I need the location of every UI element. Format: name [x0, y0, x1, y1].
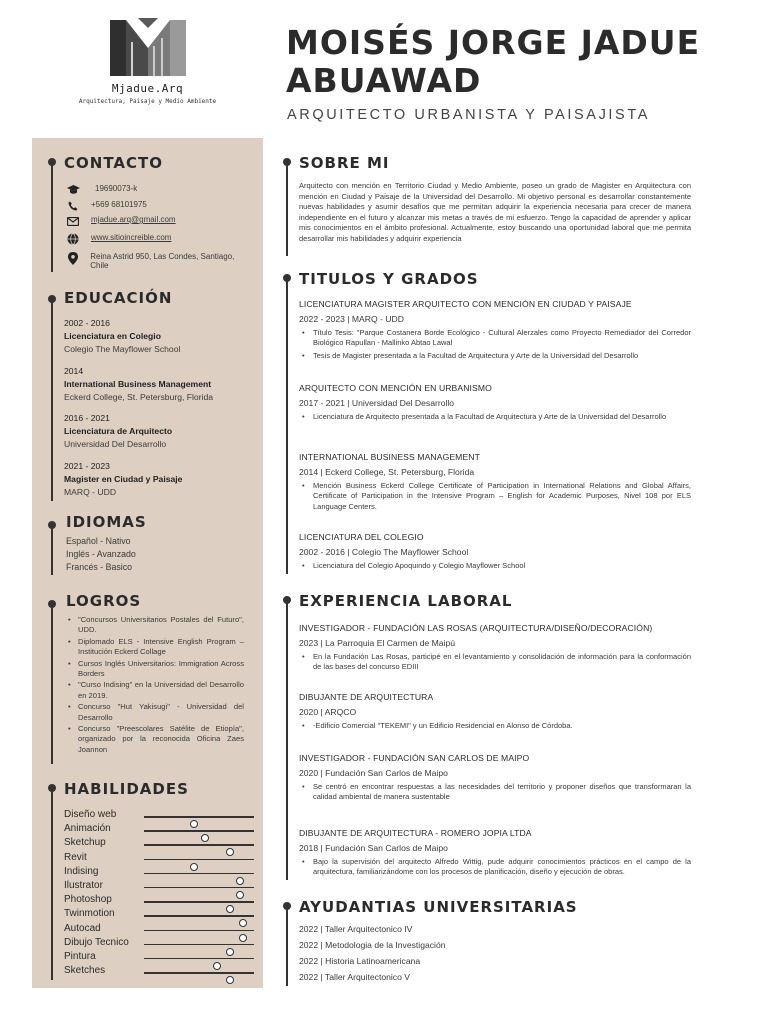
- degree-title: LICENCIATURA MAGISTER ARQUITECTO CON MENCIÓN EN CIUDAD Y PAISAJE: [299, 299, 632, 309]
- skill-label: Autocad: [64, 922, 101, 934]
- skill-slider-track: [144, 901, 254, 903]
- education-years: 2021 - 2023: [64, 461, 110, 471]
- brand-logo: [60, 18, 235, 105]
- education-place: Eckerd College, St. Petersburg, Florida: [64, 392, 214, 402]
- job-title: DIBUJANTE DE ARQUITECTURA - ROMERO JOPIA LTDA: [299, 828, 532, 838]
- skill-slider-track: [144, 930, 254, 932]
- skill-label: Pintura: [64, 950, 96, 962]
- education-heading: EDUCACIÓN: [64, 289, 173, 307]
- skill-label: Twinmotion: [64, 908, 115, 920]
- job-date: 2018 | Fundación San Carlos de Maipo: [299, 843, 448, 853]
- sidebar: [32, 138, 263, 988]
- timeline-line: [286, 164, 288, 256]
- assistantship-item: 2022 | Metodologia de la Investigación: [299, 940, 446, 950]
- skill-row: [64, 865, 254, 879]
- contact-email-link[interactable]: mjadue.arq@gmail.com: [91, 215, 176, 224]
- degree-date: 2014 | Eckerd College, St. Petersburg, Florida: [299, 467, 475, 477]
- assistantships-heading: AYUDANTIAS UNIVERSITARIAS: [299, 898, 578, 916]
- degree-title: LICENCIATURA DEL COLEGIO: [299, 532, 424, 542]
- job-title: INVESTIGADOR - FUNDACIÓN SAN CARLOS DE MAIPO: [299, 753, 530, 763]
- language-item: Francés - Basico: [66, 562, 132, 572]
- education-item: [64, 365, 254, 404]
- skill-label: Indising: [64, 865, 99, 877]
- degree-bullet: • Licenciatura del Colegio Apoquindo y Colegio Mayflower School: [299, 561, 691, 571]
- skill-label: Diseño web: [64, 809, 117, 820]
- skill-slider-track: [144, 859, 254, 861]
- degree-title: INTERNATIONAL BUSINESS MANAGEMENT: [299, 452, 480, 462]
- email-icon: [66, 215, 80, 227]
- degree-entry: [299, 532, 691, 573]
- about-text: Arquitecto con mención en Territorio Ciudad y Medio Ambiente, poseo un grado de Magister en Arquitectura con mención en Ciudad y Paisaje de la Universidad del Desarrollo. Mi objetivo personal es desarrollar constantemente nuevas habilidades y asumir desafíos que me permitan adquirir la experiencia necesaria para crecer de manera independiente en el futuro y alcanzar mis metas a través de mi esfuerzo. Tengo la capacidad de aprender y aplicar mis conocimientos en el ámbito profesional. Actualmente, estoy buscando una oportunidad laboral que me permita desarrollar mis habilidades y adquirir experiencia: [299, 181, 691, 243]
- degree-bullet: • Título Tesis: "Parque Costanera Borde Ecológico - Cultural Alerzales como Proyecto Remediador del Corredor Biológico Rapullan - Mallinko Abtao Lawal: [299, 328, 691, 349]
- skill-label: Ilustrator: [64, 879, 103, 891]
- person-name: MOISÉS JORGE JADUE ABUAWAD: [286, 23, 701, 100]
- education-years: 2016 - 2021: [64, 413, 110, 423]
- contact-website: [66, 233, 171, 245]
- skill-row: [64, 964, 254, 978]
- skill-row: [64, 851, 254, 865]
- skills-list: [64, 808, 254, 978]
- timeline-line: [51, 301, 53, 501]
- logo-name: Mjadue.Arq: [111, 82, 184, 95]
- achievement-item: • Cursos Inglés Universitarios: Immigration Across Borders: [66, 659, 244, 680]
- contact-phone-text[interactable]: +569 68101975: [91, 200, 147, 209]
- education-title: Licenciatura de Arquitecto: [64, 426, 173, 436]
- contact-email: [66, 215, 176, 227]
- job-bullet: • -Edificio Comercial "TEKEMI" y un Edificio Residencial en Alonso de Córdoba.: [299, 721, 691, 731]
- job-title: DIBUJANTE DE ARQUITECTURA: [299, 692, 434, 702]
- skill-row: [64, 950, 254, 964]
- degree-date: 2017 - 2021 | Universidad Del Desarrollo: [299, 398, 455, 408]
- skill-label: Animación: [64, 823, 111, 835]
- globe-icon: [66, 233, 80, 245]
- contact-id: [66, 184, 137, 196]
- contact-phone: [66, 200, 147, 212]
- phone-icon: [66, 200, 80, 212]
- degree-bullet: • Licenciatura de Arquitecto presentada a la Facultad de Arquitectura y Arte de la Universidad del Desarrollo: [299, 412, 691, 422]
- education-item: [64, 460, 254, 499]
- education-title: Licenciatura en Colegio: [64, 331, 161, 341]
- job-date: 2020 | ARQCO: [299, 707, 357, 717]
- job-entry: [299, 753, 691, 805]
- education-place: MARQ - UDD: [64, 487, 117, 497]
- achievement-item: • Concurso "Hut Yakisugi" - Universidad del Desarrollo: [66, 702, 244, 723]
- contact-address: [66, 252, 246, 270]
- job-entry: [299, 828, 691, 880]
- education-item: [64, 412, 254, 451]
- timeline-line: [286, 602, 288, 880]
- about-heading: SOBRE MI: [299, 154, 390, 172]
- skill-row: [64, 922, 254, 936]
- skill-label: Photoshop: [64, 894, 112, 906]
- contact-website-link[interactable]: www.sitioincreible.com: [91, 233, 172, 242]
- skill-row: [64, 808, 254, 822]
- job-date: 2023 | La Parroquia El Carmen de Maipú: [299, 638, 456, 648]
- skill-slider-track: [144, 816, 254, 818]
- graduation-cap-icon: [66, 184, 80, 196]
- languages-heading: IDIOMAS: [66, 513, 147, 531]
- timeline-line: [51, 606, 53, 764]
- degree-bullet: • Tesis de Magister presentada a la Facultad de Arquitectura y Arte de la Universidad del Desarrollo: [299, 351, 691, 361]
- education-place: Colegio The Mayflower School: [64, 344, 181, 354]
- skill-slider-track: [144, 944, 254, 946]
- achievement-item: • Concurso "Preescolares Satélite de Etiopía", organizado por la reconocida Oficina Zaes Joannon: [66, 724, 244, 755]
- job-title: INVESTIGADOR - FUNDACIÓN LAS ROSAS (ARQUITECTURA/DISEÑO/DECORACIÓN): [299, 623, 653, 633]
- timeline-line: [51, 790, 53, 980]
- timeline-line: [286, 280, 288, 574]
- timeline-line: [51, 527, 53, 575]
- degree-title: ARQUITECTO CON MENCIÓN EN URBANISMO: [299, 383, 492, 393]
- contact-id-text: 19690073-k: [95, 184, 138, 193]
- language-item: Español - Nativo: [66, 536, 131, 546]
- skill-row: [64, 879, 254, 893]
- job-entry: [299, 623, 691, 675]
- skill-row: [64, 893, 254, 907]
- education-place: Universidad Del Desarrollo: [64, 439, 167, 449]
- skill-slider-track: [144, 972, 254, 974]
- achievements-list: [66, 615, 244, 756]
- skill-slider-track: [144, 830, 254, 832]
- job-date: 2020 | Fundación San Carlos de Maipo: [299, 768, 448, 778]
- skill-label: Sketchup: [64, 837, 106, 849]
- language-item: Inglés - Avanzado: [66, 549, 136, 559]
- person-role: ARQUITECTO URBANISTA Y PAISAJISTA: [287, 107, 650, 123]
- skill-row: [64, 822, 254, 836]
- degree-date: 2002 - 2016 | Colegio The Mayflower School: [299, 547, 469, 557]
- logo-mark-icon: [110, 18, 186, 78]
- contact-address-text: Reina Astrid 950, Las Condes, Santiago, Chile: [90, 252, 235, 270]
- assistantship-item: 2022 | Historia Latinoamericana: [299, 956, 421, 966]
- skill-slider-track: [144, 958, 254, 960]
- skill-row: [64, 836, 254, 850]
- assistantship-item: 2022 | Taller Arquitectonico IV: [299, 924, 413, 934]
- skill-level-knob: [226, 976, 234, 984]
- skill-slider-track: [144, 915, 254, 917]
- degree-entry: [299, 452, 691, 514]
- education-years: 2014: [64, 366, 84, 376]
- degree-entry: [299, 299, 691, 363]
- contact-heading: CONTACTO: [64, 154, 163, 172]
- skill-slider-track: [144, 873, 254, 875]
- job-bullet: • Se centró en encontrar respuestas a las necesidades del territorio y proponer diseños que transformaran la calidad ambiental de manera sustentable: [299, 782, 691, 803]
- job-bullet: • Bajo la supervisión del arquitecto Alfredo Wittig, pude adquirir conocimientos prácticos en el campo de la arquitectura, familiarizándome con los procesos de planificación, diseño y ejecución de obras.: [299, 857, 691, 878]
- degrees-heading: TITULOS Y GRADOS: [299, 270, 479, 288]
- achievement-item: • "Curso Indising" en la Universidad del Desarrollo en 2019.: [66, 680, 244, 701]
- skill-label: Dibujo Tecnico: [64, 936, 129, 948]
- skills-heading: HABILIDADES: [64, 780, 189, 798]
- degree-bullet: • Mención Business Eckerd College Certificate of Participation in International Relations and Global Affairs, Certificate of Participation in the Intensive Program – English for Academic Purposes, Nivel 108 por ELS Language Centers.: [299, 481, 691, 512]
- skill-label: Sketches: [64, 965, 106, 977]
- achievement-item: • "Concursos Universitarios Postales del Futuro", UDD.: [66, 615, 244, 636]
- job-bullet: • En la Fundación Las Rosas, participé en el levantamiento y consolidación de información para la conformación de las bases del concurso EDIII: [299, 652, 691, 673]
- degree-entry: [299, 383, 691, 424]
- degree-date: 2022 - 2023 | MARQ - UDD: [299, 314, 404, 324]
- assistantship-item: 2022 | Taller Arquitectonico V: [299, 972, 410, 982]
- timeline-line: [51, 164, 53, 272]
- skill-row: [64, 936, 254, 950]
- logo-tagline: Arquitectura, Paisaje y Medio Ambiente: [78, 98, 217, 105]
- job-entry: [299, 692, 691, 733]
- education-years: 2002 - 2016: [64, 318, 110, 328]
- skill-row: [64, 907, 254, 921]
- location-pin-icon: [66, 252, 79, 264]
- education-title: International Business Management: [64, 379, 212, 389]
- skill-label: Revit: [64, 851, 87, 863]
- timeline-line: [286, 908, 288, 986]
- skill-slider-track: [144, 887, 254, 889]
- achievement-item: • Diplomado ELS - Intensive English Program – Institución Eckerd Collage: [66, 637, 244, 658]
- skill-slider-track: [144, 844, 254, 846]
- education-item: [64, 317, 254, 356]
- education-title: Magister en Ciudad y Paisaje: [64, 474, 183, 484]
- experience-heading: EXPERIENCIA LABORAL: [299, 592, 513, 610]
- achievements-heading: LOGROS: [66, 592, 142, 610]
